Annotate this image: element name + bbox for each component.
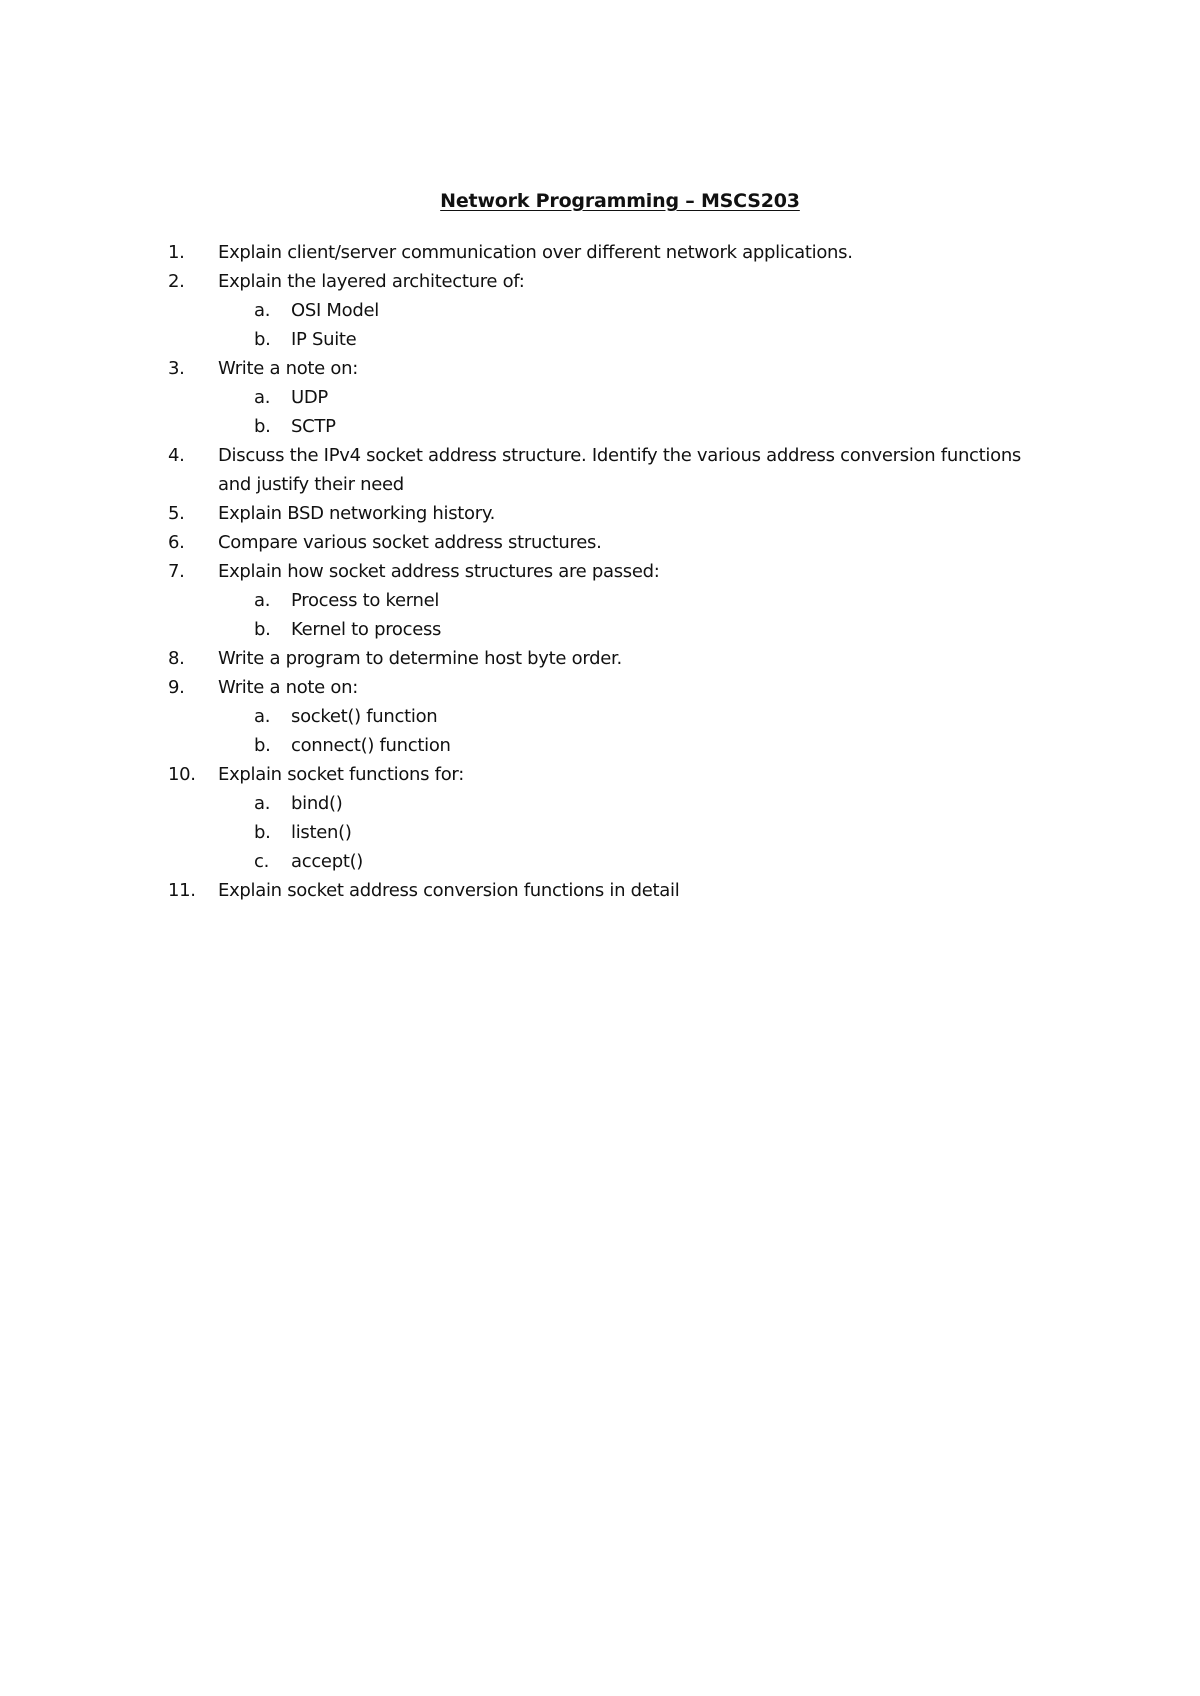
sub-question-text: SCTP <box>291 416 336 437</box>
sub-question-text: connect() function <box>291 735 451 756</box>
sub-question-item <box>218 412 1048 441</box>
question-text: Write a program to determine host byte order. <box>218 648 622 669</box>
question-number: 5. <box>168 503 185 524</box>
sub-question-letter: a. <box>254 387 271 408</box>
sub-question-text: socket() function <box>291 706 438 727</box>
sub-question-item <box>218 702 1048 731</box>
sub-question-text: OSI Model <box>291 300 379 321</box>
sub-question-item <box>218 586 1048 615</box>
sub-question-item <box>218 818 1048 847</box>
question-text: Explain BSD networking history. <box>218 503 496 524</box>
question-number: 2. <box>168 271 185 292</box>
question-item <box>168 760 1048 876</box>
question-number: 6. <box>168 532 185 553</box>
question-number: 1. <box>168 242 185 263</box>
sub-question-list <box>218 586 1048 644</box>
question-item <box>168 354 1048 441</box>
question-number: 8. <box>168 648 185 669</box>
sub-question-item <box>218 296 1048 325</box>
sub-question-letter: b. <box>254 619 271 640</box>
sub-question-list <box>218 702 1048 760</box>
sub-question-item <box>218 731 1048 760</box>
sub-question-item <box>218 383 1048 412</box>
question-text: Discuss the IPv4 socket address structure. Identify the various address conversion functions and justify their need <box>218 445 1022 495</box>
question-item <box>168 557 1048 644</box>
sub-question-text: listen() <box>291 822 352 843</box>
sub-question-item <box>218 789 1048 818</box>
sub-question-text: accept() <box>291 851 364 872</box>
question-list <box>168 238 1048 905</box>
question-text: Explain client/server communication over different network applications. <box>218 242 853 263</box>
question-item <box>168 673 1048 760</box>
question-item <box>168 528 1048 557</box>
sub-question-item <box>218 847 1048 876</box>
question-text: Explain socket functions for: <box>218 764 464 785</box>
sub-question-list <box>218 296 1048 354</box>
sub-question-letter: a. <box>254 590 271 611</box>
sub-question-letter: b. <box>254 735 271 756</box>
sub-question-text: UDP <box>291 387 328 408</box>
sub-question-letter: a. <box>254 793 271 814</box>
question-number: 11. <box>168 880 196 901</box>
sub-question-text: bind() <box>291 793 343 814</box>
sub-question-list <box>218 383 1048 441</box>
question-item <box>168 441 1048 499</box>
question-number: 7. <box>168 561 185 582</box>
sub-question-text: Process to kernel <box>291 590 440 611</box>
question-item <box>168 267 1048 354</box>
sub-question-letter: a. <box>254 706 271 727</box>
question-item <box>168 644 1048 673</box>
sub-question-text: Kernel to process <box>291 619 442 640</box>
sub-question-letter: c. <box>254 851 270 872</box>
question-text: Write a note on: <box>218 358 358 379</box>
sub-question-item <box>218 325 1048 354</box>
sub-question-letter: b. <box>254 822 271 843</box>
question-number: 4. <box>168 445 185 466</box>
question-item <box>168 499 1048 528</box>
sub-question-item <box>218 615 1048 644</box>
sub-question-letter: a. <box>254 300 271 321</box>
question-number: 3. <box>168 358 185 379</box>
sub-question-letter: b. <box>254 416 271 437</box>
question-number: 9. <box>168 677 185 698</box>
question-number: 10. <box>168 764 196 785</box>
question-item <box>168 238 1048 267</box>
question-text: Explain the layered architecture of: <box>218 271 525 292</box>
question-text: Compare various socket address structures. <box>218 532 602 553</box>
sub-question-letter: b. <box>254 329 271 350</box>
question-text: Explain socket address conversion functions in detail <box>218 880 680 901</box>
sub-question-text: IP Suite <box>291 329 357 350</box>
sub-question-list <box>218 789 1048 876</box>
question-text: Write a note on: <box>218 677 358 698</box>
page-title: Network Programming – MSCS203 <box>440 190 800 212</box>
question-text: Explain how socket address structures are passed: <box>218 561 660 582</box>
question-item <box>168 876 1048 905</box>
